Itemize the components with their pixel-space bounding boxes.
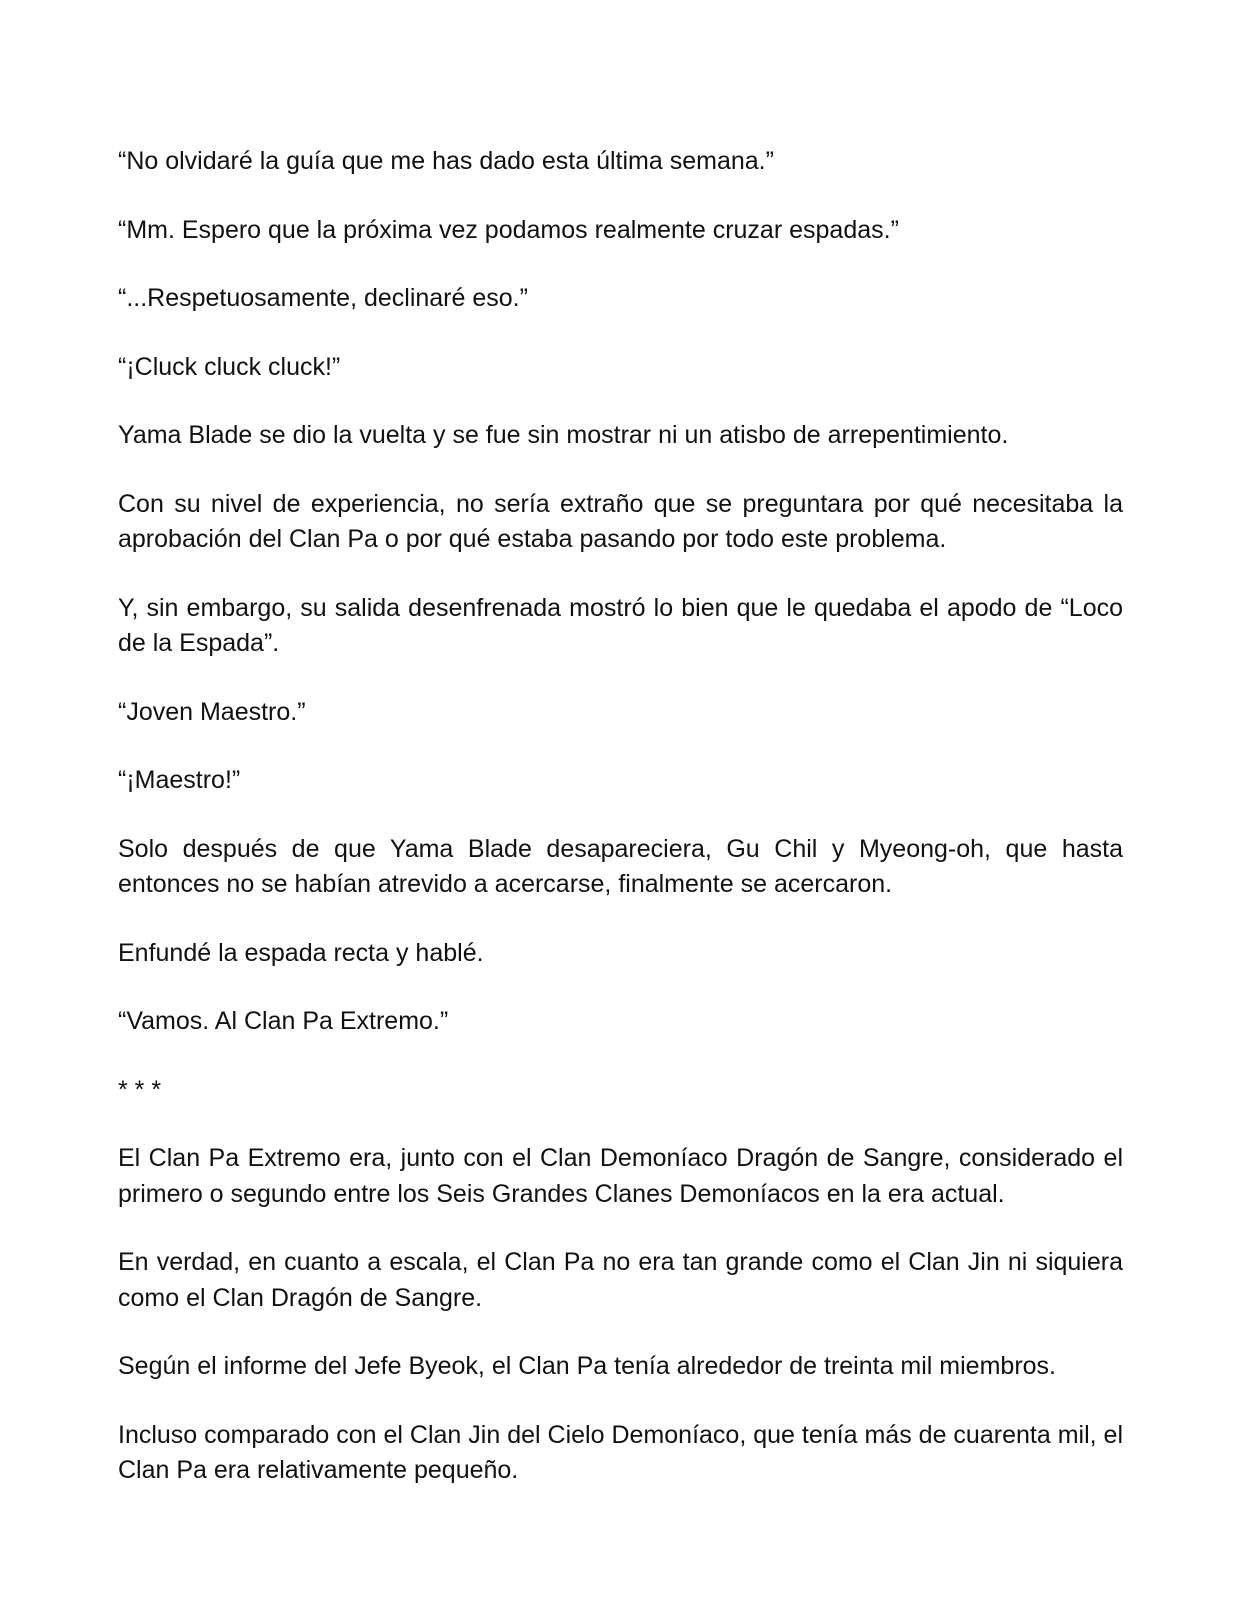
paragraph-13: El Clan Pa Extremo era, junto con el Clan Demoníaco Dragón de Sangre, considerado el primero o segundo entre los Seis Grandes Clanes Demoníacos en la era actual. [118, 1144, 1123, 1208]
paragraph-7: Y, sin embargo, su salida desenfrenada mostró lo bien que le quedaba el apodo de “Loco de la Espada”. [118, 593, 1123, 657]
paragraph-12: “Vamos. Al Clan Pa Extremo.” [118, 1007, 449, 1035]
paragraph-5: Yama Blade se dio la vuelta y se fue sin mostrar ni un atisbo de arrepentimiento. [118, 421, 1009, 449]
paragraph-9: “¡Maestro!” [118, 766, 241, 794]
scene-break: * * * [118, 1075, 162, 1104]
paragraph-16: Incluso comparado con el Clan Jin del Cielo Demoníaco, que tenía más de cuarenta mil, el Clan Pa era relativamente pequeño. [118, 1420, 1123, 1484]
paragraph-8: “Joven Maestro.” [118, 697, 306, 726]
document-page [118, 144, 1123, 1522]
paragraph-6: Con su nivel de experiencia, no sería extraño que se preguntara por qué necesitaba la aprobación del Clan Pa o por qué estaba pasando por todo este problema. [118, 489, 1123, 553]
paragraph-11: Enfundé la espada recta y hablé. [118, 938, 484, 967]
paragraph-3: “...Respetuosamente, declinaré eso.” [118, 284, 528, 312]
paragraph-1: “No olvidaré la guía que me has dado esta última semana.” [118, 147, 774, 175]
paragraph-14: En verdad, en cuanto a escala, el Clan Pa no era tan grande como el Clan Jin ni siquiera como el Clan Dragón de Sangre. [118, 1248, 1123, 1312]
paragraph-2: “Mm. Espero que la próxima vez podamos realmente cruzar espadas.” [118, 215, 899, 244]
paragraph-4: “¡Cluck cluck cluck!” [118, 352, 341, 381]
paragraph-15: Según el informe del Jefe Byeok, el Clan Pa tenía alrededor de treinta mil miembros. [118, 1352, 1056, 1380]
paragraph-10: Solo después de que Yama Blade desapareciera, Gu Chil y Myeong-oh, que hasta entonces no se habían atrevido a acercarse, finalmente se acercaron. [118, 834, 1123, 898]
